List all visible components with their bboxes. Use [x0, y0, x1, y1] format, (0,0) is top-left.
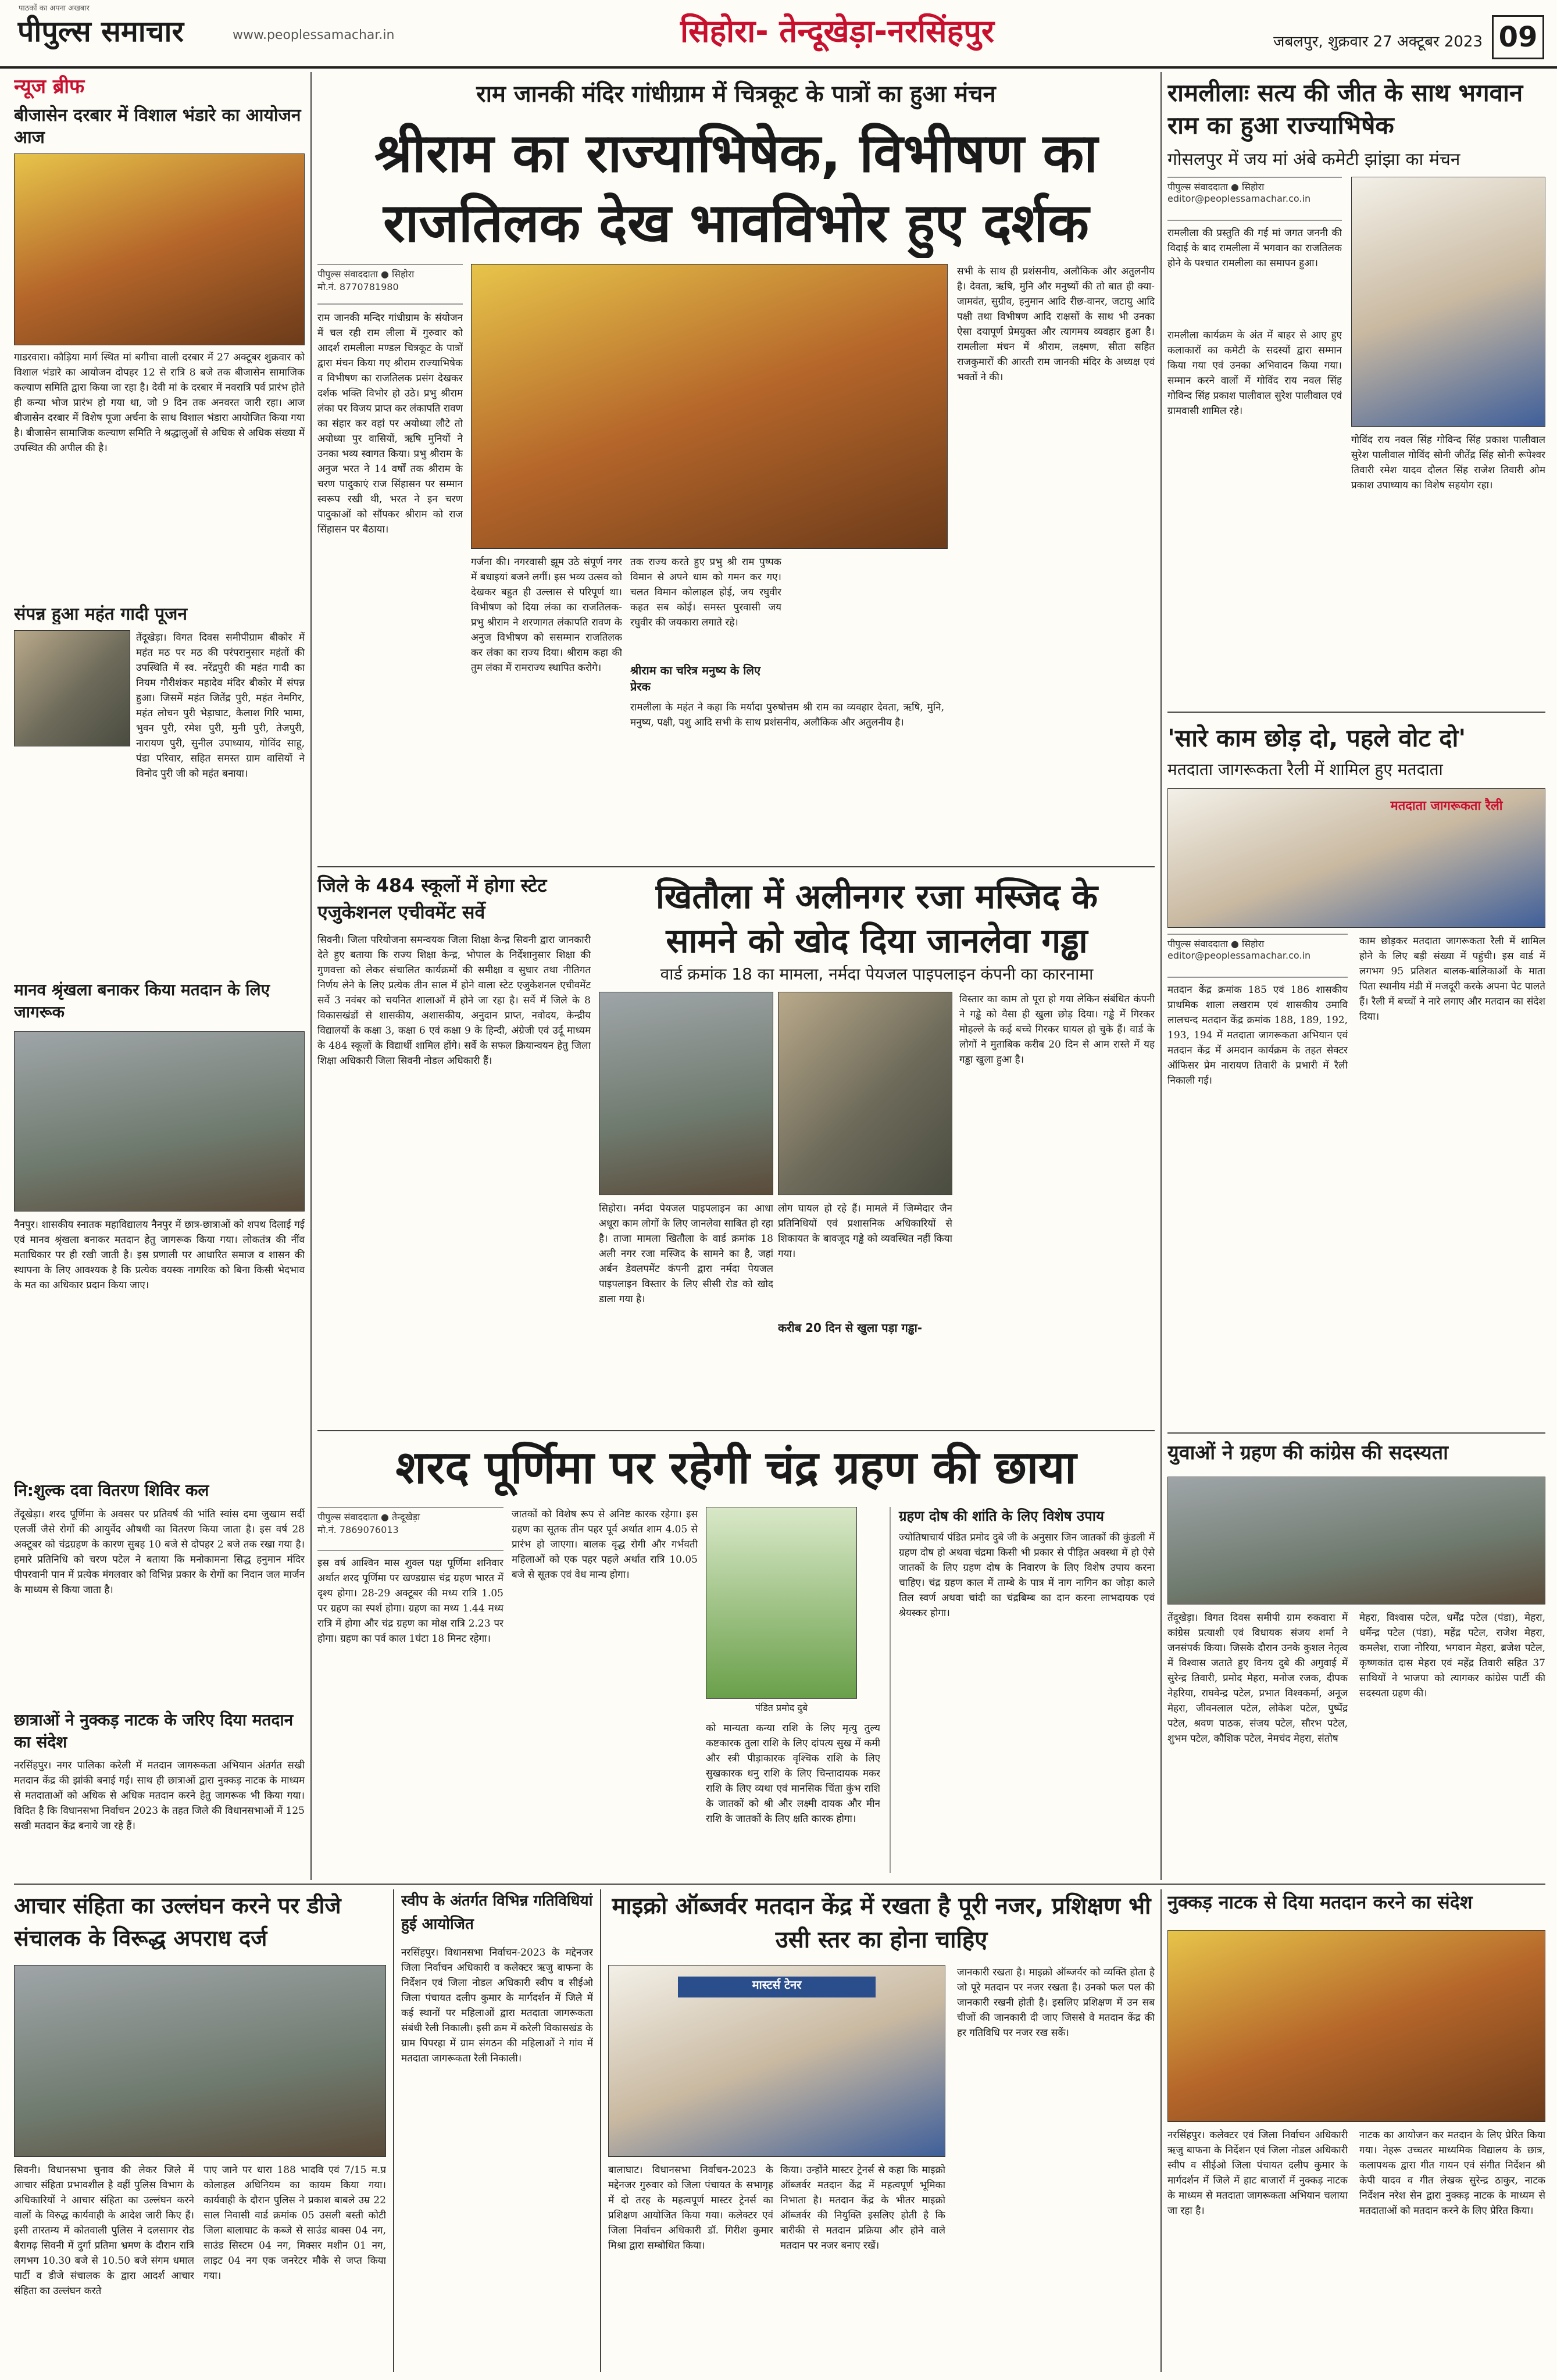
ramlila-photo	[1351, 177, 1545, 427]
dj-headline: आचार संहिता का उल्लंघन करने पर डीजे संचालक के विरूद्ध अपराध दर्ज	[14, 1893, 341, 1951]
micro-body-2: किया। उन्होंने मास्टर ट्रेनर्स से कहा कि माइक्रो ऑब्जर्वर मतदान केंद्र में महत्वपूर्ण भूमिका निभाता है। मतदान केंद्र के भीतर माइक्रो ऑब्जर्वर की नियुक्ति इसलिए होती है कि बारीकी से मतदान प्रक्रिया और होने वाले मतदान पर नजर बनाए रखें।	[780, 2164, 945, 2252]
ramlila-byline	[1167, 177, 1342, 221]
sweep-headline: स्वीप के अंतर्गत विभिन्न गतिविधियां हुई आयोजित	[401, 1892, 593, 1933]
vote-byline	[1167, 934, 1348, 978]
ghadda-body-2: लोग घायल हो रहे हैं। मामले में जिम्मेदार जैन प्रतिनिधियों एवं प्रशासनिक अधिकारियों से शिकायत के बावजूद गड्ढे को व्यवस्थित नहीं किया गया।	[778, 1203, 952, 1260]
nukkad-headline: नुक्कड़ नाटक से दिया मतदान करने का संदेश	[1167, 1891, 1473, 1913]
brief-2-body: तेंदूखेड़ा। विगत दिवस समीपीग्राम बीकोर में महंत मठ पर मठ की परंपरानुसार महंतों की उपस्थिति में स्व. नरेंद्रपुरी की महंत गादी का नियम गौरीशंकर महादेव मंदिर बीकोर में संपन्न हुआ। जिसमें महंत जितेंद्र पुरी, महंत नेमगिर, महंत लोचन पुरी भेड़ाघाट, कैलाश गिरि भामा, भुवन पुरी, रमेश पुरी, मुनी पुरी, तेजपुरी, नारायण पुरी, सुनील उपाध्याय, गोविंद साहू, पंडा परिवार, सहित समस्त ग्राम वासियों ने विनोद पुरी जी को महंत बनाया।	[136, 632, 305, 780]
eclipse-body-3: को मान्यता कन्या राशि के लिए मृत्यु तुल्य कष्टकारक तुला राशि के लिए दांपत्य सुख में कमी और स्त्री पीड़ाकारक वृश्चिक राशि के लिए सुखकारक धनु राशि के लिए चिन्तादायक मकर राशि के लिए व्यथा एवं मानसिक चिंता कुंभ राशि के जातकों को श्री और लक्ष्मी दायक और मीन राशि के जातकों के लिए क्षति कारक होगा।	[706, 1723, 880, 1825]
section-divider	[317, 866, 1155, 867]
vote-body-2: काम छोड़कर मतदाता जागरूकता रैली में शामिल होने के लिए बड़ी संख्या में पहुंची। इस वार्ड में लगभग 95 प्रतिशत बालक-बालिकाओं के माता पिता स्थानीय मंडी में मजदूरी करके अपना पेट पालते हैं। रैली में बच्चों ने नारे लगाए और मतदान का संदेश दिया।	[1359, 935, 1545, 1023]
dj-body-1: सिवनी। विधानसभा चुनाव की लेकर जिले में आचार संहिता प्रभावशील है वहीं पुलिस विभाग के अधिकारियों ने आचार संहिता का उल्लंघन करने वालों के विरुद्ध कार्यवाही के आदेश जारी किए हैं। इसी तारतम्य में कोतवाली पुलिस ने दलसागर रोड बैरागढ़ सिवनी में दुर्गा प्रतिमा भ्रमण के दौरान रात्रि लगभग 10.30 बजे से 10.50 बजे संगम धमाल पार्टी व डीजे संचालक के द्वारा आदर्श आचार संहिता का उल्लंघन करते	[14, 2164, 194, 2297]
micro-photo-banner: मास्टर्स टेनर	[678, 1977, 876, 1997]
eclipse-body-2: जातकों को विशेष रूप से अनिष्ट कारक रहेगा। इस ग्रहण का सूतक तीन पहर पूर्व अर्थात शाम 4.05 से प्रारंभ हो जाएगा। बालक वृद्ध रोगी और गर्भवती महिलाओं को एक पहर पहले अर्थात रात्रि 10.05 बजे से सूतक एवं वेध मान्य होगा।	[512, 1509, 698, 1581]
brief-1-photo	[14, 153, 305, 345]
brief-4-body: तेंदूखेड़ा। शरद पूर्णिमा के अवसर पर प्रतिवर्ष की भांति स्वांस दमा जुखाम सर्दी एलर्जी जैसे रोगों की आयुर्वेद औषधी का वितरण किया जाता है। इस वर्ष 28 अक्टूबर को चंद्रग्रहण के कारण सुबह 10 बजे से दोपहर 2 बजे तक रखा गया है। हमारे प्रतिनिधि को चरण पटेल ने बताया कि मनोकामना सिद्ध हनुमान मंदिर पीपरवानी पान में प्रत्येक मंगलवार को विभिन्न प्रकार के रोगों का निदान जल मार्जन के माध्यम से किया जाता है।	[14, 1509, 305, 1596]
ghadda-body-1: सिहोरा। नर्मदा पेयजल पाइपलाइन का आधा अधूरा काम लोगों के लिए जानलेवा साबित हो रहा है। ताजा मामला खितौला के वार्ड क्रमांक 18 अली नगर रजा मस्जिद के सामने का है, जहां अर्बन डेवलपमेंट कंपनी द्वारा नर्मदा पेयजल पाइपलाइन विस्तार के लिए सीसी रोड को खोद डाला गया है।	[599, 1203, 773, 1305]
lead-photo	[471, 264, 948, 549]
congress-body-1: तेंदूखेड़ा। विगत दिवस समीपी ग्राम रुकवारा में कांग्रेस प्रत्याशी एवं विधायक संजय शर्मा ने जनसंपर्क किया। जिसके दौरान उनके कुशल नेतृत्व में विश्वास जताते हुए विनय दुबे की अगुवाई में सुरेन्द्र तिवारी, प्रमोद मेहरा, मनोज रजक, दीपक नेहरिया, राघवेन्द्र पटेल, प्रभात विश्वकर्मा, अनूज मेहरा, जीवनलाल पटेल, लोकेश पटेल, पुष्पेंद्र पटेल, श्रवण पाठक, संजय पटेल, सौरभ पटेल, शुभम पटेल, कौशिक पटेल, नेमचंद मेहरा, संतोष	[1167, 1612, 1348, 1745]
micro-body-3: जानकारी रखता है। माइक्रो ऑब्जर्वर को व्यक्ति होता है जो पूरे मतदान पर नजर रखता है। उनको फल पल की जानकारी रखनी होती है। इसलिए प्रशिक्षण में उन सब चीजों की जानकारी दी जाए जिससे वे मतदान केंद्र की हर गतिविधि पर नजर रख सकें।	[957, 1967, 1155, 2039]
brand-logo	[17, 10, 262, 57]
ghadda-photo-2	[778, 992, 952, 1195]
news-brief-column-lower	[14, 1709, 305, 1884]
ghadda-subhead: वार्ड क्रमांक 18 का मामला, नर्मदा पेयजल पाइपलाइन कंपनी का कारनामा	[660, 964, 1094, 984]
vote-banner-text: मतदाता जागरूकता रैली	[1390, 799, 1503, 813]
ramlila-body-1: रामलीला की प्रस्तुति की गई मां जगत जननी की विदाई के बाद रामलीला में भगवान का राजतिलक होने के पश्चात रामलीला का समापन हुआ।	[1167, 227, 1342, 269]
eclipse-story	[317, 1436, 1155, 1878]
column-divider	[1160, 1889, 1162, 2372]
lead-col-2: गर्जना की। नगरवासी झूम उठे संपूर्ण नगर में बधाइयां बजने लगीं। इस भव्य उत्सव को देखकर बहुत ही उल्लास से परिपूर्ण था। विभीषण को दिया लंका का राजतिलक- प्रभु श्रीराम ने शरणागत लंकापति रावण के अनुज विभीषण को ससम्मान राजतिलक कर लंका का राज्य दिया। श्रीराम कहा की तुम लंका में रामराज्य स्थापित करोगे।	[471, 556, 622, 674]
ramlila-contact: editor@peoplessamachar.co.in	[1167, 193, 1311, 204]
brief-3-headline: मानव श्रृंखला बनाकर किया मतदान के लिए जागरूक	[14, 980, 270, 1021]
vote-headline: 'सारे काम छोड़ दो, पहले वोट दो'	[1167, 724, 1466, 752]
edition-title: सिहोरा- तेन्दूखेड़ा-नरसिंहपुर	[680, 13, 994, 49]
brief-2-headline: संपन्न हुआ महंत गादी पूजन	[14, 604, 188, 624]
column-divider	[600, 1889, 601, 2372]
nukkad-photo	[1167, 1930, 1545, 2122]
ghadda-subhead-2: करीब 20 दिन से खुला पड़ा गड्ढा-	[778, 1321, 923, 1335]
lead-kicker: राम जानकी मंदिर गांधीग्राम में चित्रकूट के पात्रों का हुआ मंचन	[476, 81, 996, 108]
lead-byline-text: पीपुल्स संवाददाता ● सिहोरा	[317, 269, 415, 280]
nukkad-body-2: नाटक का आयोजन कर मतदान के लिए प्रेरित किया गया। नेहरू उच्चतर माध्यमिक विद्यालय के छात्र, कलापथक द्वारा गीत गायन एवं संगीत निर्देशन श्री केपी यादव व गीत लेखक सुरेन्द्र ठाकुर, नाटक निर्देशन नरेश सेन द्वारा नुक्कड़ नाटक के माध्यम से मतदाताओं को मतदान करने के लिए प्रेरित किया।	[1359, 2129, 1545, 2217]
brief-1-headline: बीजासेन दरबार में विशाल भंडारे का आयोजन आज	[14, 105, 301, 148]
brief-3-body: नैनपुर। शासकीय स्नातक महाविद्यालय नैनपुर में छात्र-छात्राओं को शपथ दिलाई गई एवं मानव श्रृंखला बनाकर मतदान हेतु जागरूक किया गया। लोकतंत्र की नींव मताधिकार पर ही रखी जाती है। इस प्रणाली पर आधारित समाज व शासन की स्थापना के लिए आवश्यक है कि प्रत्येक वयस्क नागरिक को बिना किसी भेदभाव के मत का अधिकार प्रदान किया जाए।	[14, 1219, 305, 1291]
ramlila-body-2: रामलीला कार्यक्रम के अंत में बाहर से आए हुए कलाकारों का कमेटी के सदस्यों द्वारा सम्मान किया गया एवं उनका अभिवादन किया गया। सम्मान करने वालों में गोविंद राय नवल सिंह गोविन्द सिंह प्रकाश पालीवाल सुरेश पालीवाल एवं ग्रामवासी शामिल रहे।	[1167, 330, 1342, 417]
eclipse-body-1: इस वर्ष आश्विन मास शुक्ल पक्ष पूर्णिमा शनिवार अर्थात शरद पूर्णिमा पर खण्डग्रास चंद्र ग्रहण भारत में दृश्य होगा। 28-29 अक्टूबर की मध्य रात्रि 1.05 पर ग्रहण का स्पर्श होगा। ग्रहण का मध्य 1.44 मध्य रात्रि में होगा और चंद्र ग्रहण का मोक्ष रात्रि 2.23 पर होगा। ग्रहण का पर्व काल 1घंटा 18 मिनट रहेगा।	[317, 1557, 503, 1645]
lead-story	[317, 72, 1155, 863]
eclipse-photo-caption: पंडित प्रमोद दुबे	[755, 1702, 808, 1713]
sweep-story	[401, 1889, 593, 2372]
nukkad-story	[1167, 1889, 1545, 2372]
brand-tagline: पाठकों का अपना अखबार	[19, 4, 90, 13]
eclipse-headline: शरद पूर्णिमा पर रहेगी चंद्र ग्रहण की छाया	[395, 1442, 1077, 1494]
dj-story	[14, 1889, 386, 2372]
lead-headline-2: राजतिलक देख भावविभोर हुए दर्शक	[383, 192, 1089, 254]
section-divider	[317, 1430, 1155, 1431]
lead-col-1: राम जानकी मन्दिर गांधीग्राम के संयोजन में चल रही राम लीला में गुरुवार को आदर्श रामलीला मण्डल चित्रकूट के पात्रों द्वारा मंचन किया गए श्रीराम राज्याभिषेक व विभीषण का राजतिलक प्रसंग देखकर दर्शक भक्ति विभोर हो उठे। प्रभु श्रीराम लंका पर विजय प्राप्त कर लंकापति रावण का संहार कर वहां पर अयोध्या लौटे तो अयोध्या पुर वासियों, ऋषि मुनियों ने उनका भव्य स्वागत किया। प्रभु श्रीराम के अनुज भरत ने 14 वर्षों तक श्रीराम के चरण पादुकाएं राज सिंहासन पर सम्मान स्वरूप रखी थी, भरत ने इन चरण पादुकाओं को सौंपकर श्रीराम को राज सिंहासन पर बैठाया।	[317, 312, 463, 535]
lead-headline-1: श्रीराम का राज्याभिषेक, विभीषण का	[374, 122, 1098, 184]
dj-body-2: पाए जाने पर धारा 188 भादवि एवं 7/15 म.प्र कोलाहल अधिनियम का कायम किया गया। कार्यवाही के दौरान पुलिस ने प्रकाश बाबले उम्र 22 साल निवासी वार्ड क्रमांक 05 उसली बस्ती कोटी जिला बालाघाट के कब्जे से साउंड बाक्स 04 नग, साउंड सिस्टम 04 नग, मिक्सर मशीन 01 नग, लाइट 04 नग एक जनरेटर मौके से जप्त किया गया।	[203, 2164, 386, 2282]
news-brief-label: न्यूज ब्रीफ	[14, 75, 85, 98]
vote-contact: editor@peoplessamachar.co.in	[1167, 950, 1311, 961]
lead-contact: मो.नं. 8770781980	[317, 281, 399, 292]
brief-5-body: नरसिंहपुर। नगर पालिका करेली में मतदान जागरूकता अभियान अंतर्गत सखी मतदान केंद्र की झांकी बनाई गई। साथ ही छात्राओं द्वारा नुक्कड़ नाटक के माध्यम से मतदाताओं को अधिक से अधिक मतदान करने हेतु जागरूक भी किया गया। विदित है कि विधानसभा निर्वाचन 2023 के तहत जिले की विधानसभाओं में 125 सखी मतदान केंद्र बनाये जा रहे हैं।	[14, 1760, 305, 1832]
survey-story	[317, 872, 591, 1424]
brief-1-body: गाडरवारा। कौड़िया मार्ग स्थित मां बगीचा वाली दरबार में 27 अक्टूबर शुक्रवार को विशाल भंडारे का आयोजन दोपहर 12 से रात्रि 8 बजे तक बीजासेन सामाजिक कल्याण समिति द्वारा किया जा रहा है। देवी मां के दरबार में नवरात्रि पर्व प्रारंभ होते ही कन्या भोज प्रारंभ हो गया था, जो 9 दिन तक अनवरत जारी रहा। आज बीजासेन दरबार में विशेष पूजा अर्चना के साथ विशाल भंडारा आयोजित किया गया है। बीजासेन सामाजिक कल्याण समिति ने श्रद्धालुओं से अधिक से अधिक संख्या में उपस्थित की अपील की है।	[14, 352, 305, 454]
micro-body-1: बालाघाट। विधानसभा निर्वाचन-2023 के मद्देनजर गुरुवार को जिला पंचायत के सभागृह में दो तरह के महत्वपूर्ण मास्टर ट्रेनर्स का प्रशिक्षण आयोजित किया गया। कलेक्टर एवं जिला निर्वाचन अधिकारी डॉ. गिरीश कुमार मिश्रा द्वारा सम्बोधित किया।	[608, 2164, 773, 2252]
eclipse-box-title: ग्रहण दोष की शांति के लिए विशेष उपाय	[899, 1508, 1104, 1524]
ramlila-story	[1167, 72, 1545, 706]
micro-headline: माइक्रो ऑब्जर्वर मतदान केंद्र में रखता है पूरी नजर, प्रशिक्षण भी उसी स्तर का होना चाहिए	[612, 1893, 1151, 1953]
ghadda-headline-1: खितौला में अलीनगर रजा मस्जिद के	[655, 877, 1098, 916]
lead-col-3: तक राज्य करते हुए प्रभु श्री राम पुष्पक विमान से अपने धाम को गमन कर गए। चलत विमान कोलाहल होई, जय रघुवीर कहत सब कोई। समस्त पुरवासी जय रघुवीर की जयकारा लगाते रहे।	[630, 556, 781, 628]
column-divider	[1160, 72, 1162, 1880]
survey-headline: जिले के 484 स्कूलों में होगा स्टेट एजुकेशनल एचीवमेंट सर्वे	[317, 874, 547, 923]
section-divider	[14, 1884, 1545, 1885]
ghadda-photo-1	[599, 992, 773, 1195]
vote-subhead: मतदाता जागरूकता रैली में शामिल हुए मतदाता	[1167, 760, 1443, 779]
lead-byline	[317, 264, 463, 305]
eclipse-photo	[706, 1507, 857, 1699]
ghadda-headline-2: सामने को खोद दिया जानलेवा गड्ढा	[666, 921, 1088, 960]
column-divider	[310, 72, 312, 1880]
page-number: 09	[1492, 15, 1544, 59]
vote-byline-text: पीपुल्स संवाददाता ● सिहोरा	[1167, 938, 1265, 949]
micro-observer-story	[608, 1889, 1155, 2372]
eclipse-contact: मो.नं. 7869076013	[317, 1524, 399, 1535]
news-brief-column	[14, 72, 305, 1700]
vote-body-1: मतदान केंद्र क्रमांक 185 एवं 186 शासकीय प्राथमिक शाला लखराम एवं शासकीय उमावि लालचन्द मतदान केंद्र क्रमांक 188, 189, 192, 193, 194 में मतदाता जागरूकता अभियान एवं मतदान केंद्र में अमदान कार्यक्रम के तहत सेक्टर ऑफिसर प्रेम नारायण तिवारी के प्रभारी में रैली निकाली गई।	[1167, 984, 1348, 1087]
eclipse-box	[890, 1507, 1155, 1873]
dateline: जबलपुर, शुक्रवार 27 अक्टूबर 2023	[1273, 33, 1483, 51]
nukkad-body-1: नरसिंहपुर। कलेक्टर एवं जिला निर्वाचन अधिकारी ऋजु बाफना के निर्देशन एवं जिला नोडल अधिकारी स्वीप व सीईओ जिला पंचायत दलीप कुमार के मार्गदर्शन में जिले में हाट बाजारों में नुक्कड़ नाटक के माध्यम से मतदाता जागरूकता अभियान चलाया जा रहा है।	[1167, 2129, 1348, 2217]
brief-5-headline: छात्राओं ने नुक्कड़ नाटक के जरिए दिया मतदान का संदेश	[14, 1710, 294, 1752]
eclipse-box-body: ज्योतिषाचार्य पंडित प्रमोद दुबे जी के अनुसार जिन जातकों की कुंडली में ग्रहण दोष हो अथवा चंद्रमा किसी भी प्रकार से पीड़ित अवस्था में हो ऐसे जातकों के लिए ग्रहण दोष के निवारण के लिए विशेष उपाय करना चाहिए। चंद्र ग्रहण काल में ताम्बे के पात्र में नाग नागिन का जोड़ा काले तिल स्वर्ण अथवा चांदी का चंद्रबिम्ब का दान करना लाभदायक एवं श्रेयस्कर होगा।	[899, 1532, 1155, 1619]
eclipse-byline-text: पीपुल्स संवाददाता ● तेन्दूखेड़ा	[317, 1511, 420, 1523]
ramlila-subhead: गोसलपुर में जय मां अंबे कमेटी झांझा का मंचन	[1167, 149, 1460, 170]
ramlila-body-3: गोविंद राय नवल सिंह गोविन्द सिंह प्रकाश पालीवाल सुरेश पालीवाल गोविंद सोनी जीतेंद्र सिंह सोनी रूपेश्वर तिवारी रमेश यादव दौलत सिंह राजेश तिवारी ओम प्रकाश उपाध्याय का विशेष सहयोग रहा।	[1351, 434, 1545, 491]
ghadda-body-3: विस्तार का काम तो पूरा हो गया लेकिन संबंधित कंपनी ने गड्ढे को वैसा ही खुला छोड़ दिया। गड्ढे में गिरकर मोहल्ले के कई बच्चे गिरकर घायल हो चुके हैं। वार्ड के लोगों ने मुताबिक करीब 20 दिन से आम रास्ते में यह गड्ढा खुला हुआ है।	[959, 994, 1155, 1066]
sweep-body: नरसिंहपुर। विधानसभा निर्वाचन-2023 के मद्देनजर जिला निर्वाचन अधिकारी व कलेक्टर ऋजु बाफना के निर्देशन एवं जिला नोडल अधिकारी स्वीप व सीईओ जिला पंचायत दलीप कुमार के मार्गदर्शन में जिले में कई स्थानों पर महिलाओं द्वारा मतदाता जागरूकता संबंधी रैली निकाली। इसी क्रम में करेली विकासखंड के ग्राम पिपरहा में ग्राम संगठन की महिलाओं ने गांव में मतदाता जागरूकता रैली निकाली।	[401, 1947, 593, 2064]
lead-subhead: श्रीराम का चरित्र मनुष्य के लिए प्रेरक	[630, 663, 761, 694]
brand-name: पीपुल्स समाचार	[17, 15, 184, 48]
survey-body: सिवनी। जिला परियोजना समन्वयक जिला शिक्षा केन्द्र सिवनी द्वारा जानकारी देते हुए बताया कि राज्य शिक्षा केन्द्र, भोपाल के निर्देशानुसार शिक्षा की गुणवत्ता को लेकर संचालित कार्यक्रमों की समीक्षा व सुधार तथा नीतिगत निर्णय लेने के लिए प्रत्येक तीन साल में होने वाला स्टेट एजुकेशनल एचीवमेंट सर्वे 3 नवंबर को चयनित शालाओं में होने जा रहा है। सर्वे में जिले के 8 विकासखंडों से शासकीय, अशासकीय, अनुदान प्राप्त, नवोदय, केन्द्रीय विद्यालयों के कक्षा 3, कक्षा 6 एवं कक्षा 9 के हिन्दी, अंग्रेजी एवं उर्दू माध्यम के 484 स्कूलों के विद्यार्थी शामिल होंगे। सर्वे के सफल क्रियान्वयन हेतु जिला शिक्षा अधिकारी जिला सिवनी नोडल अधिकारी हैं।	[317, 934, 591, 1067]
brief-4-headline: नि:शुल्क दवा वितरण शिविर कल	[14, 1481, 209, 1500]
congress-body-2: मेहरा, विश्वास पटेल, धर्मेंद्र पटेल (पंडा), मेहरा, धर्मेन्द्र पटेल (पंडा), महेंद्र पटेल, राजेश मेहरा, कमलेश, राजा नोरिया, भगवान मेहरा, ब्रजेश पटेल, कृष्णकांत दास मेहरा एवं महेंद्र तिवारी सहित 37 साथियों ने भाजपा को त्यागकर कांग्रेस पार्टी की सदस्यता ग्रहण की।	[1359, 1612, 1545, 1699]
congress-headline: युवाओं ने ग्रहण की कांग्रेस की सदस्यता	[1167, 1441, 1448, 1464]
lead-col-4: सभी के साथ ही प्रशंसनीय, अलौकिक और अतुलनीय है। देवता, ऋषि, मुनि और मनुष्यों की तो बात ही क्या- जामवंत, सुग्रीव, हनुमान आदि रीछ-वानर, जटायु आदि पक्षी तथा विभीषण आदि राक्षसों के साथ भी उनका ऐसा दयापूर्ण प्रेमयुक्त और त्यागमय व्यवहार हुआ है। रामलीला मंचन में श्रीराम, लक्ष्मण, सीता सहित राजकुमारों की आरती राम जानकी मंदिर के अध्यक्ष एवं भक्तों ने की।	[957, 266, 1155, 383]
congress-story	[1167, 1436, 1545, 1878]
eclipse-byline	[317, 1507, 503, 1551]
website[interactable]: www.peoplessamachar.in	[233, 28, 395, 42]
ramlila-byline-text: पीपुल्स संवाददाता ● सिहोरा	[1167, 181, 1265, 192]
section-divider	[1167, 712, 1545, 713]
vote-rally-story	[1167, 715, 1545, 1430]
dj-photo	[14, 1965, 386, 2157]
lead-col-3b: रामलीला के महंत ने कहा कि मर्यादा पुरुषोत्तम श्री राम का व्यवहार देवता, ऋषि, मुनि, मनुष्य, पक्षी, पशु आदि सभी के साथ प्रशंसनीय, अलौकिक और अतुलनीय है।	[630, 702, 944, 728]
section-divider	[1167, 1432, 1545, 1434]
brief-3-photo	[14, 1031, 305, 1212]
ghadda-story	[599, 872, 1155, 1424]
congress-photo	[1167, 1477, 1545, 1604]
masthead	[0, 0, 1557, 69]
column-divider	[393, 1889, 394, 2372]
ramlila-headline: रामलीलाः सत्य की जीत के साथ भगवान राम का हुआ राज्याभिषेक	[1167, 78, 1523, 140]
